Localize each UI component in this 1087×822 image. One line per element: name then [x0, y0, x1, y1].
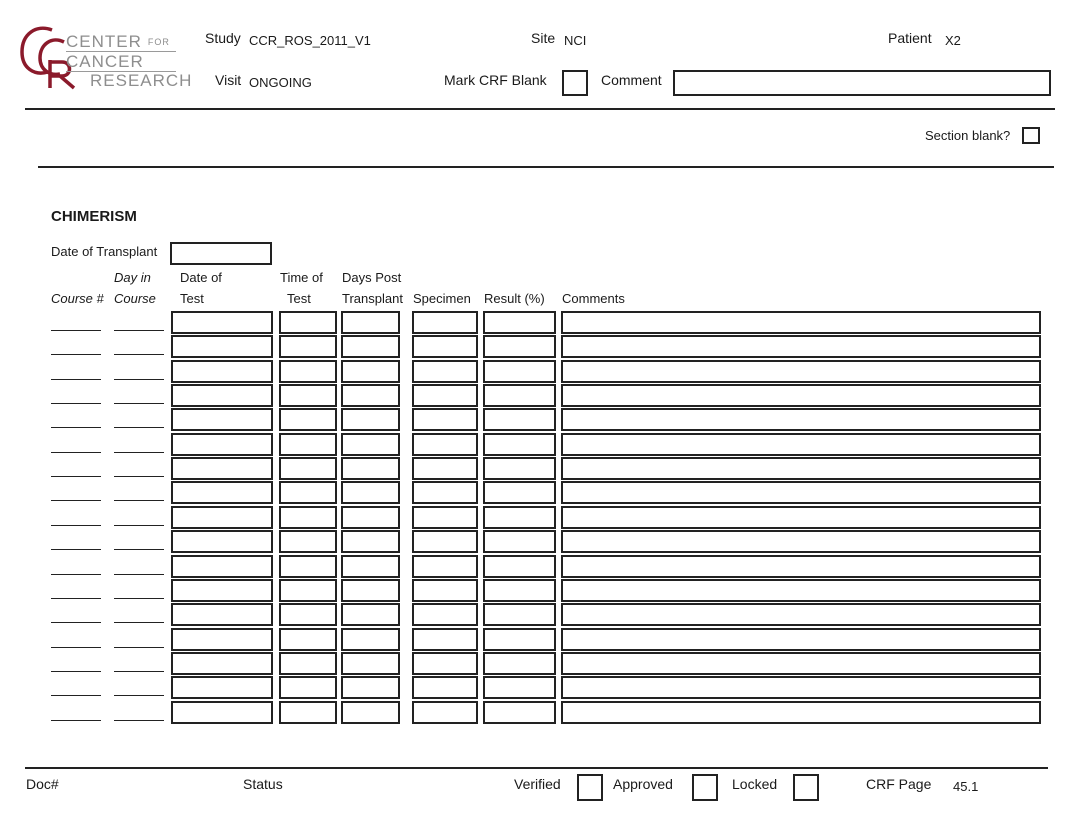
days-post-transplant-field[interactable] — [341, 652, 400, 675]
day-in-course-field[interactable] — [114, 525, 164, 526]
date-of-test-field[interactable] — [171, 335, 273, 358]
time-of-test-field[interactable] — [279, 530, 337, 553]
course-num-field[interactable] — [51, 427, 101, 428]
days-post-transplant-field[interactable] — [341, 360, 400, 383]
section-blank-checkbox[interactable] — [1022, 127, 1040, 144]
col-time-line1: Time of — [280, 270, 323, 285]
date-of-test-field[interactable] — [171, 481, 273, 504]
time-of-test-field[interactable] — [279, 360, 337, 383]
comments-field[interactable] — [561, 603, 1041, 626]
comments-field[interactable] — [561, 311, 1041, 334]
visit-value: ONGOING — [249, 75, 312, 90]
days-post-transplant-field[interactable] — [341, 311, 400, 334]
specimen-field[interactable] — [412, 676, 478, 699]
study-value: CCR_ROS_2011_V1 — [249, 33, 371, 48]
specimen-field[interactable] — [412, 555, 478, 578]
comments-field[interactable] — [561, 360, 1041, 383]
specimen-field[interactable] — [412, 603, 478, 626]
doc-num-label: Doc# — [26, 776, 59, 792]
patient-label: Patient — [888, 30, 932, 46]
specimen-field[interactable] — [412, 384, 478, 407]
col-course-num: Course # — [51, 291, 104, 306]
days-post-transplant-field[interactable] — [341, 555, 400, 578]
day-in-course-field[interactable] — [114, 403, 164, 404]
days-post-transplant-field[interactable] — [341, 506, 400, 529]
specimen-field[interactable] — [412, 457, 478, 480]
course-num-field[interactable] — [51, 695, 101, 696]
col-day-in-line2: Course — [114, 291, 156, 306]
comments-field[interactable] — [561, 652, 1041, 675]
result-field[interactable] — [483, 481, 556, 504]
specimen-field[interactable] — [412, 481, 478, 504]
logo-line-center — [66, 33, 170, 50]
day-in-course-field[interactable] — [114, 671, 164, 672]
time-of-test-field[interactable] — [279, 555, 337, 578]
mark-crf-blank-label: Mark CRF Blank — [444, 72, 547, 88]
result-field[interactable] — [483, 408, 556, 431]
visit-label: Visit — [215, 72, 242, 88]
course-num-field[interactable] — [51, 379, 101, 380]
day-in-course-field[interactable] — [114, 549, 164, 550]
date-of-test-field[interactable] — [171, 457, 273, 480]
course-num-field[interactable] — [51, 549, 101, 550]
day-in-course-field[interactable] — [114, 647, 164, 648]
day-in-course-field[interactable] — [114, 622, 164, 623]
col-days-post-line1: Days Post — [342, 270, 402, 285]
day-in-course-field[interactable] — [114, 452, 164, 453]
col-result: Result (%) — [484, 291, 545, 306]
days-post-transplant-field[interactable] — [341, 530, 400, 553]
result-field[interactable] — [483, 579, 556, 602]
time-of-test-field[interactable] — [279, 311, 337, 334]
result-field[interactable] — [483, 335, 556, 358]
patient-value: X2 — [945, 33, 961, 48]
date-of-test-field[interactable] — [171, 555, 273, 578]
day-in-course-field[interactable] — [114, 330, 164, 331]
date-of-test-field[interactable] — [171, 360, 273, 383]
comments-field[interactable] — [561, 676, 1041, 699]
comments-field[interactable] — [561, 457, 1041, 480]
course-num-field[interactable] — [51, 647, 101, 648]
locked-label: Locked — [732, 776, 778, 792]
result-field[interactable] — [483, 652, 556, 675]
course-num-field[interactable] — [51, 574, 101, 575]
date-of-transplant-label: Date of Transplant — [51, 244, 158, 259]
days-post-transplant-field[interactable] — [341, 481, 400, 504]
comments-field[interactable] — [561, 481, 1041, 504]
comment-label: Comment — [601, 72, 662, 88]
date-of-test-field[interactable] — [171, 433, 273, 456]
result-field[interactable] — [483, 360, 556, 383]
date-of-test-field[interactable] — [171, 676, 273, 699]
approved-label: Approved — [613, 776, 673, 792]
days-post-transplant-field[interactable] — [341, 433, 400, 456]
days-post-transplant-field[interactable] — [341, 628, 400, 651]
days-post-transplant-field[interactable] — [341, 335, 400, 358]
time-of-test-field[interactable] — [279, 384, 337, 407]
day-in-course-field[interactable] — [114, 354, 164, 355]
result-field[interactable] — [483, 603, 556, 626]
time-of-test-field[interactable] — [279, 701, 337, 724]
logo-line-cancer: CANCER — [66, 52, 144, 71]
course-num-field[interactable] — [51, 452, 101, 453]
course-num-field[interactable] — [51, 476, 101, 477]
course-num-field[interactable] — [51, 525, 101, 526]
result-field[interactable] — [483, 433, 556, 456]
header-divider — [25, 108, 1055, 110]
date-of-test-field[interactable] — [171, 701, 273, 724]
date-of-test-field[interactable] — [171, 384, 273, 407]
result-field[interactable] — [483, 530, 556, 553]
specimen-field[interactable] — [412, 360, 478, 383]
time-of-test-field[interactable] — [279, 579, 337, 602]
verified-checkbox[interactable] — [577, 774, 603, 801]
col-date-line2: Test — [180, 291, 204, 306]
comments-field[interactable] — [561, 506, 1041, 529]
days-post-transplant-field[interactable] — [341, 457, 400, 480]
locked-checkbox[interactable] — [793, 774, 819, 801]
specimen-field[interactable] — [412, 628, 478, 651]
course-num-field[interactable] — [51, 598, 101, 599]
logo-center-text: CENTER — [66, 32, 142, 51]
status-label: Status — [243, 776, 283, 792]
col-day-in-line1: Day in — [114, 270, 151, 285]
logo-for-text: FOR — [147, 37, 170, 47]
comment-field[interactable] — [673, 70, 1051, 96]
comments-field[interactable] — [561, 335, 1041, 358]
time-of-test-field[interactable] — [279, 433, 337, 456]
col-time-line2: Test — [287, 291, 311, 306]
course-num-field[interactable] — [51, 622, 101, 623]
section-divider — [38, 166, 1054, 168]
day-in-course-field[interactable] — [114, 500, 164, 501]
comments-field[interactable] — [561, 701, 1041, 724]
col-comments: Comments — [562, 291, 625, 306]
course-num-field[interactable] — [51, 671, 101, 672]
days-post-transplant-field[interactable] — [341, 384, 400, 407]
col-days-post-line2: Transplant — [342, 291, 403, 306]
time-of-test-field[interactable] — [279, 408, 337, 431]
comments-field[interactable] — [561, 530, 1041, 553]
course-num-field[interactable] — [51, 500, 101, 501]
days-post-transplant-field[interactable] — [341, 408, 400, 431]
time-of-test-field[interactable] — [279, 457, 337, 480]
days-post-transplant-field[interactable] — [341, 676, 400, 699]
specimen-field[interactable] — [412, 335, 478, 358]
site-label: Site — [531, 30, 556, 46]
date-of-test-field[interactable] — [171, 506, 273, 529]
comments-field[interactable] — [561, 433, 1041, 456]
crf-page-label: CRF Page — [866, 776, 932, 792]
verified-label: Verified — [514, 776, 561, 792]
specimen-field[interactable] — [412, 311, 478, 334]
day-in-course-field[interactable] — [114, 598, 164, 599]
footer-divider — [25, 767, 1048, 769]
comments-field[interactable] — [561, 555, 1041, 578]
result-field[interactable] — [483, 506, 556, 529]
time-of-test-field[interactable] — [279, 676, 337, 699]
course-num-field[interactable] — [51, 403, 101, 404]
days-post-transplant-field[interactable] — [341, 701, 400, 724]
logo-line-research: RESEARCH — [90, 71, 193, 90]
specimen-field[interactable] — [412, 530, 478, 553]
specimen-field[interactable] — [412, 579, 478, 602]
result-field[interactable] — [483, 384, 556, 407]
result-field[interactable] — [483, 628, 556, 651]
day-in-course-field[interactable] — [114, 720, 164, 721]
col-specimen: Specimen — [413, 291, 471, 306]
time-of-test-field[interactable] — [279, 652, 337, 675]
time-of-test-field[interactable] — [279, 335, 337, 358]
section-blank-label: Section blank? — [925, 128, 1011, 143]
result-field[interactable] — [483, 701, 556, 724]
course-num-field[interactable] — [51, 720, 101, 721]
result-field[interactable] — [483, 457, 556, 480]
course-num-field[interactable] — [51, 354, 101, 355]
col-date-line1: Date of — [180, 270, 222, 285]
result-field[interactable] — [483, 311, 556, 334]
site-value: NCI — [564, 33, 587, 48]
time-of-test-field[interactable] — [279, 481, 337, 504]
date-of-transplant-field[interactable] — [170, 242, 272, 265]
comments-field[interactable] — [561, 408, 1041, 431]
approved-checkbox[interactable] — [692, 774, 718, 801]
day-in-course-field[interactable] — [114, 695, 164, 696]
section-title: CHIMERISM — [51, 208, 137, 225]
time-of-test-field[interactable] — [279, 628, 337, 651]
day-in-course-field[interactable] — [114, 574, 164, 575]
comments-field[interactable] — [561, 384, 1041, 407]
date-of-test-field[interactable] — [171, 603, 273, 626]
time-of-test-field[interactable] — [279, 506, 337, 529]
date-of-test-field[interactable] — [171, 579, 273, 602]
date-of-test-field[interactable] — [171, 652, 273, 675]
course-num-field[interactable] — [51, 330, 101, 331]
specimen-field[interactable] — [412, 408, 478, 431]
day-in-course-field[interactable] — [114, 476, 164, 477]
result-field[interactable] — [483, 555, 556, 578]
day-in-course-field[interactable] — [114, 379, 164, 380]
specimen-field[interactable] — [412, 433, 478, 456]
date-of-test-field[interactable] — [171, 628, 273, 651]
days-post-transplant-field[interactable] — [341, 603, 400, 626]
specimen-field[interactable] — [412, 506, 478, 529]
date-of-test-field[interactable] — [171, 530, 273, 553]
mark-crf-blank-checkbox[interactable] — [562, 70, 588, 96]
date-of-test-field[interactable] — [171, 311, 273, 334]
result-field[interactable] — [483, 676, 556, 699]
specimen-field[interactable] — [412, 701, 478, 724]
days-post-transplant-field[interactable] — [341, 579, 400, 602]
comments-field[interactable] — [561, 628, 1041, 651]
date-of-test-field[interactable] — [171, 408, 273, 431]
study-label: Study — [205, 30, 241, 46]
specimen-field[interactable] — [412, 652, 478, 675]
day-in-course-field[interactable] — [114, 427, 164, 428]
crf-page-value: 45.1 — [953, 779, 979, 794]
comments-field[interactable] — [561, 579, 1041, 602]
time-of-test-field[interactable] — [279, 603, 337, 626]
